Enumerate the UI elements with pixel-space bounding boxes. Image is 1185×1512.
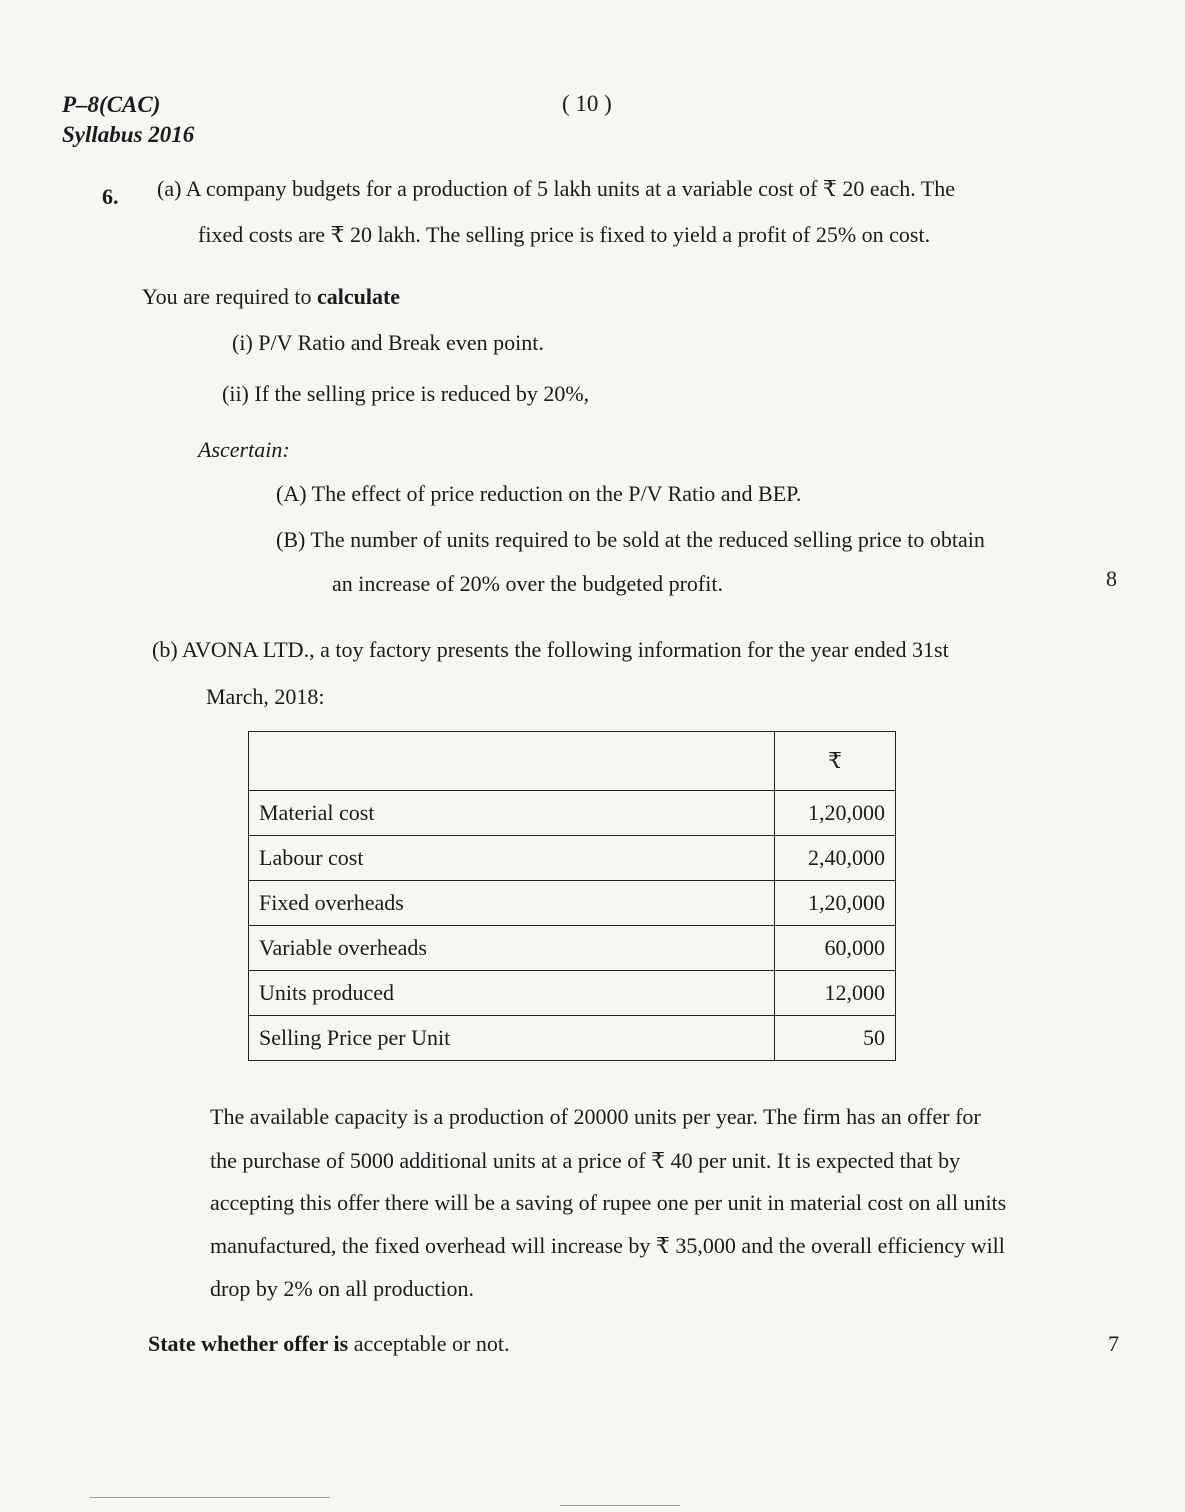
row-value: 2,40,000 [775, 836, 896, 881]
part-b-line-2: March, 2018: [206, 684, 325, 709]
state-bold: State whether offer is [148, 1331, 349, 1356]
row-value: 50 [775, 1016, 896, 1061]
row-label: Fixed overheads [249, 881, 775, 926]
paragraph-line-3: accepting this offer there will be a saving of rupee one per unit in material cost on all units [210, 1190, 1007, 1215]
item-i: (i) P/V Ratio and Break even point. [232, 330, 544, 355]
table-header-blank [249, 732, 775, 791]
paragraph-line-1: The available capacity is a production of 20000 units per year. The firm has an offer for [210, 1104, 981, 1129]
table-header-row [249, 732, 896, 791]
part-a-marks: 8 [1106, 566, 1117, 591]
required-bold: calculate [316, 284, 401, 309]
row-label: Variable overheads [249, 926, 775, 971]
page-number: ( 10 ) [562, 91, 612, 116]
ascertain-label: Ascertain: [198, 437, 290, 462]
row-label: Labour cost [249, 836, 775, 881]
paragraph-line-5: drop by 2% on all production. [210, 1276, 474, 1301]
row-value: 60,000 [775, 926, 896, 971]
part-b-marks: 7 [1108, 1331, 1119, 1356]
item-B-line-1: (B) The number of units required to be sold at the reduced selling price to obtain [276, 527, 985, 552]
item-A: (A) The effect of price reduction on the P/V Ratio and BEP. [276, 481, 802, 506]
currency-header: ₹ [775, 732, 896, 791]
row-value: 1,20,000 [775, 881, 896, 926]
state-instruction [148, 1331, 509, 1357]
row-value: 12,000 [775, 971, 896, 1016]
part-a-line-1: (a) A company budgets for a production of 5 lakh units at a variable cost of ₹ 20 each. The [157, 176, 956, 201]
item-ii: (ii) If the selling price is reduced by 20%, [222, 381, 590, 406]
table-row [249, 791, 896, 836]
row-label: Material cost [249, 791, 775, 836]
item-B-line-2: an increase of 20% over the budgeted profit. [332, 571, 723, 596]
table-row [249, 1016, 896, 1061]
row-label: Selling Price per Unit [249, 1016, 775, 1061]
row-label: Units produced [249, 971, 775, 1016]
table-row [249, 881, 896, 926]
paragraph-line-4: manufactured, the fixed overhead will increase by ₹ 35,000 and the overall efficiency will [210, 1233, 1005, 1258]
row-value: 1,20,000 [775, 791, 896, 836]
paragraph-line-2: the purchase of 5000 additional units at a price of ₹ 40 per unit. It is expected that by [210, 1148, 961, 1173]
required-prefix: You are required to [142, 284, 317, 309]
table-row [249, 971, 896, 1016]
table-row [249, 836, 896, 881]
part-a-line-2: fixed costs are ₹ 20 lakh. The selling price is fixed to yield a profit of 25% on cost. [198, 222, 931, 247]
required-instruction [142, 284, 400, 310]
question-number: 6. [102, 184, 119, 209]
paper-code: P–8(CAC) [62, 92, 161, 117]
part-b-line-1: (b) AVONA LTD., a toy factory presents the following information for the year ended 31st [152, 637, 949, 662]
cost-table [248, 731, 896, 1061]
state-rest: acceptable or not. [348, 1331, 510, 1356]
footer-rule-center [560, 1505, 680, 1506]
footer-rule-left [90, 1497, 330, 1498]
syllabus-label: Syllabus 2016 [62, 122, 195, 147]
table-row [249, 926, 896, 971]
